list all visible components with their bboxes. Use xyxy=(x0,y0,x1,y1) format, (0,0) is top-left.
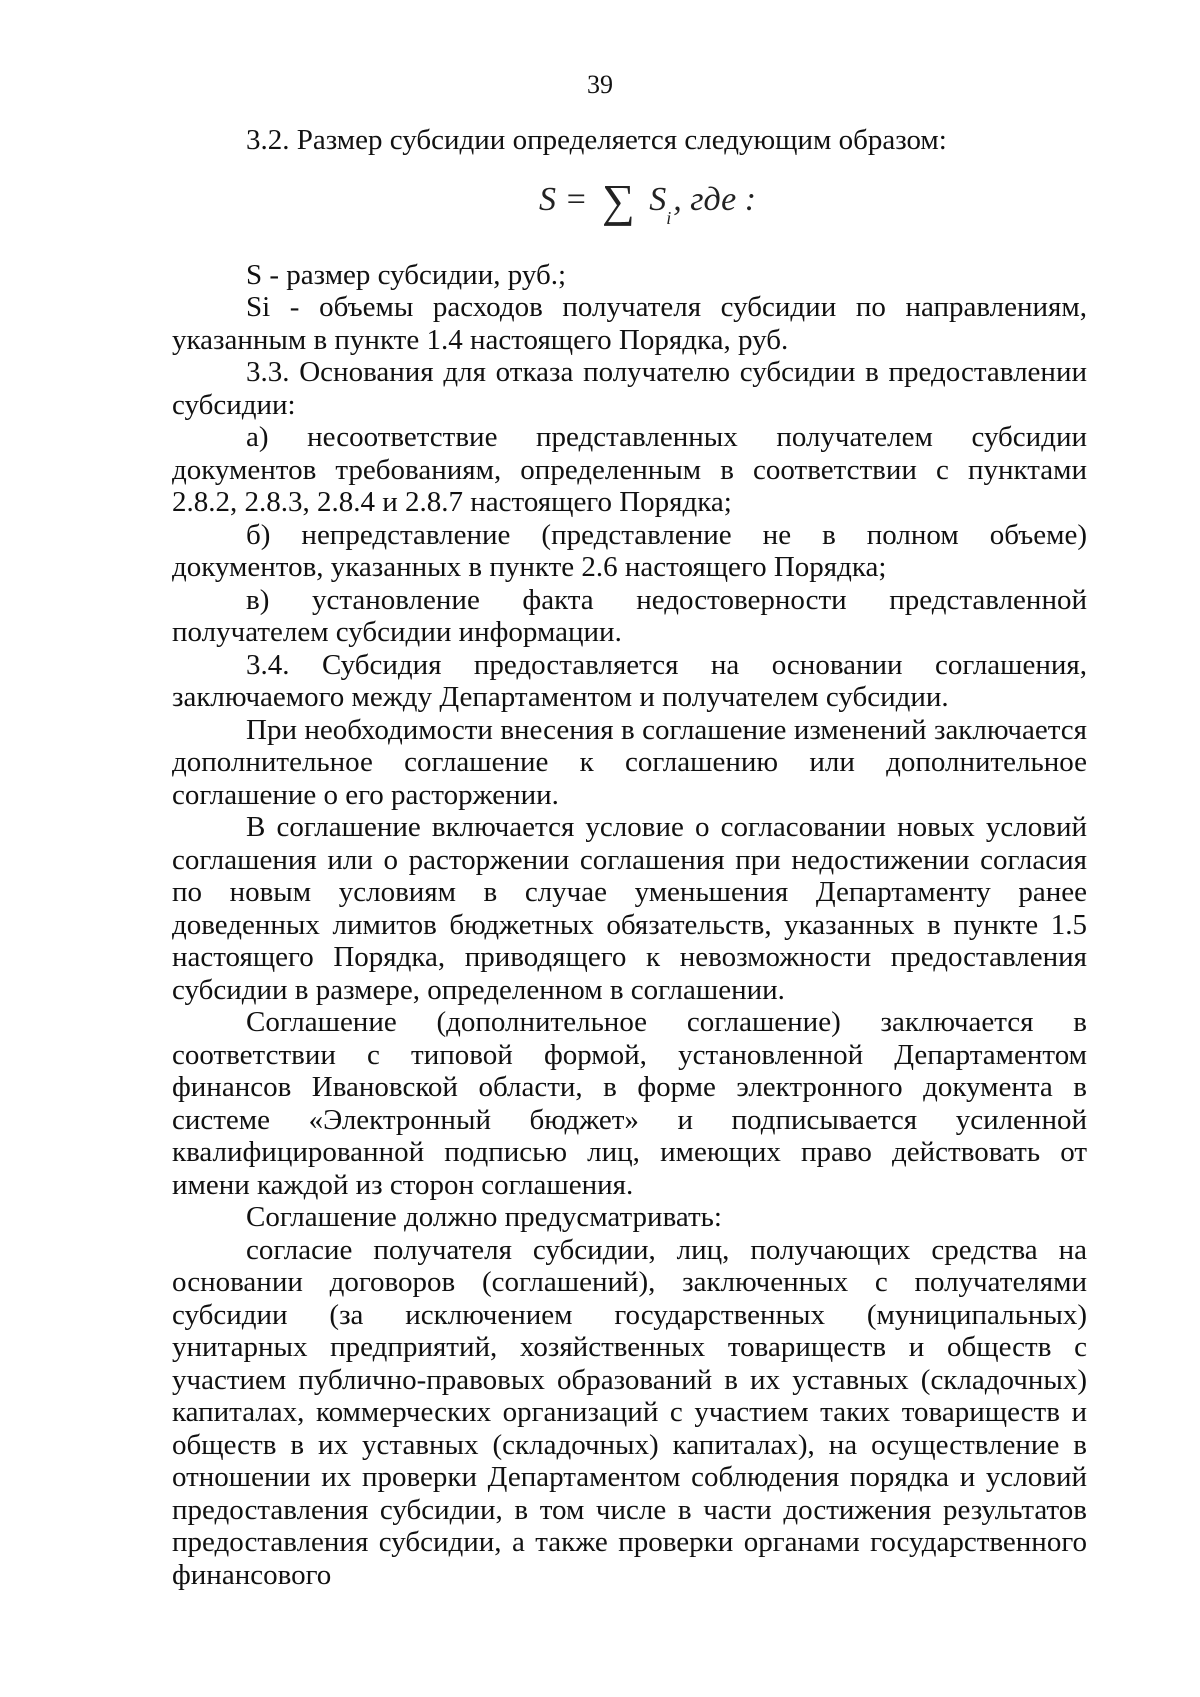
formula-term: S xyxy=(649,180,667,218)
paragraph-3-3-v: в) установление факта недостоверности представленной получателем субсидии информации. xyxy=(172,583,1087,648)
paragraph-amendment: При необходимости внесения в соглашение изменений заключается дополнительное соглашение к соглашению или дополнительное соглашение о его расторжении. xyxy=(172,713,1087,811)
paragraph-si-definition: Si - объемы расходов получателя субсидии по направлениям, указанным в пункте 1.4 настоящего Порядка, руб. xyxy=(172,291,1087,356)
paragraph-3-4: 3.4. Субсидия предоставляется на основании соглашения, заключаемого между Департаментом и получателем субсидии. xyxy=(172,648,1087,713)
formula-expression xyxy=(539,173,756,226)
section-heading: 3.2. Размер субсидии определяется следующим образом: xyxy=(246,124,947,156)
paragraph-3-3: 3.3. Основания для отказа получателю субсидии в предоставлении субсидии: xyxy=(172,356,1087,421)
formula-suffix: , где : xyxy=(673,180,757,218)
paragraph-3-3-b: б) непредставление (представление не в полном объеме) документов, указанных в пункте 2.6 настоящего Порядка; xyxy=(172,518,1087,583)
page-number: 39 xyxy=(587,70,613,99)
paragraph-new-conditions: В соглашение включается условие о согласовании новых условий соглашения или о расторжении соглашения при недостижении согласия по новым условиям в случае уменьшения Департаменту ранее доведенных лимитов бюджетных обязательств, указанных в пункте 1.5 настоящего Порядка, приводящего к невозможности предоставления субсидии в размере, определенном в соглашении. xyxy=(172,811,1087,1006)
paragraph-s-definition: S - размер субсидии, руб.; xyxy=(246,258,567,291)
paragraph-agreement-must: Соглашение должно предусматривать: xyxy=(246,1201,722,1233)
paragraph-agreement-form: Соглашение (дополнительное соглашение) заключается в соответствии с типовой формой, установленной Департаментом финансов Ивановской области, в форме электронного документа в системе «Электронный бюджет» и подписывается усиленной квалифицированной подписью лиц, имеющих право действовать от имени каждой из сторон соглашения. xyxy=(172,1006,1087,1201)
formula-subscript: i xyxy=(666,207,672,228)
subsidy-formula xyxy=(172,157,1087,259)
paragraph-3-3-a: а) несоответствие представленных получателем субсидии документов требованиям, определенным в соответствии с пунктами 2.8.2, 2.8.3, 2.8.4 и 2.8.7 настоящего Порядка; xyxy=(172,421,1087,518)
document-body xyxy=(172,124,1087,1591)
formula-equals: = xyxy=(564,180,588,218)
paragraph-consent: согласие получателя субсидии, лиц, получающих средства на основании договоров (соглашений), заключенных с получателями субсидии (за исключением государственных (муниципальных) унитарных предприятий, хозяйственных товариществ и обществ с участием публично-правовых образований в их уставных (складочных) капиталах, коммерческих организаций с участием таких товариществ и обществ в их уставных (складочных) капиталах), на осуществление в отношении их проверки Департаментом соблюдения порядка и условий предоставления субсидии, в том числе в части достижения результатов предоставления субсидии, а также проверки органами государственного финансового xyxy=(172,1233,1087,1591)
sigma-symbol: ∑ xyxy=(601,174,635,226)
formula-lhs: S xyxy=(539,180,556,218)
